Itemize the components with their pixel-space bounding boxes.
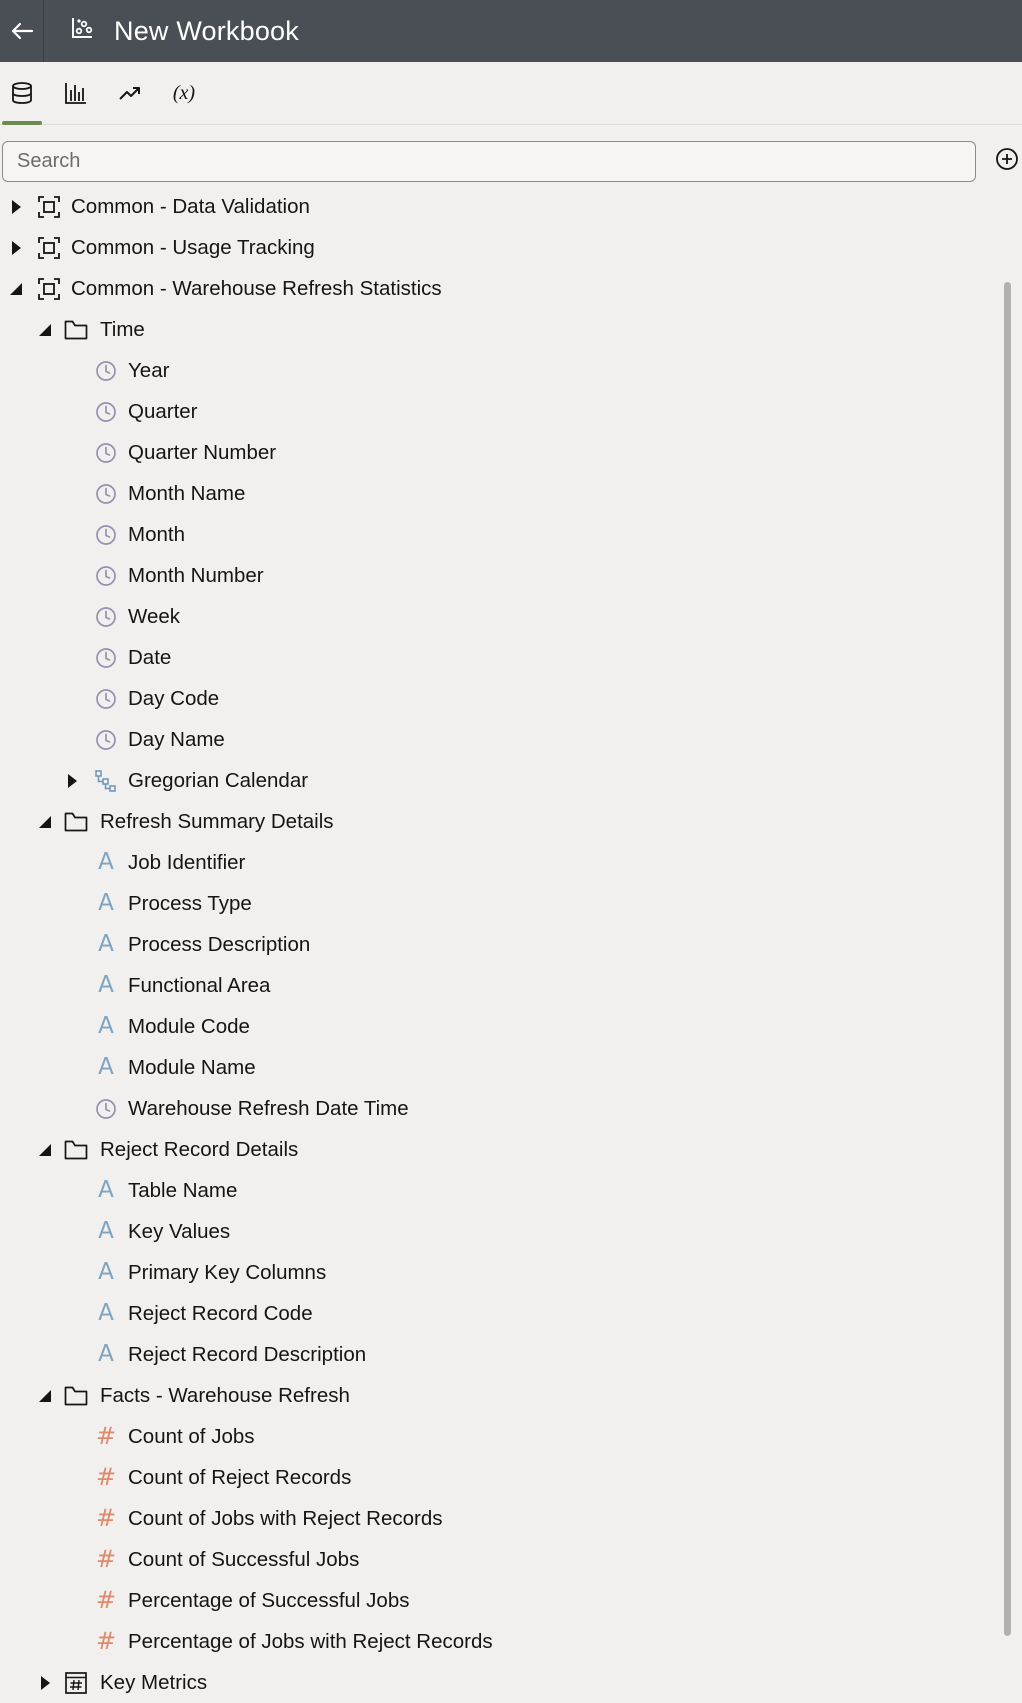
clock-icon [94, 719, 118, 760]
tree-item-column[interactable] [0, 432, 1000, 473]
tree-item-column[interactable] [0, 1580, 1000, 1621]
tree-item-folder[interactable] [0, 1662, 1000, 1703]
measure-icon: # [95, 1586, 117, 1614]
tree-item-label: Job Identifier [128, 851, 246, 874]
measure-icon: # [95, 1463, 117, 1491]
clock-icon [94, 473, 118, 514]
tree-item-label: Quarter Number [128, 441, 277, 464]
tree-item-folder[interactable] [0, 801, 1000, 842]
tree-item-label: Month [128, 523, 185, 546]
database-icon [10, 81, 34, 105]
tree-item-label: Percentage of Jobs with Reject Records [128, 1630, 493, 1653]
tree-item-column[interactable] [0, 1498, 1000, 1539]
collapse-caret-icon[interactable] [37, 309, 53, 350]
tree-item-column[interactable] [0, 1416, 1000, 1457]
arrow-left-icon [10, 21, 34, 41]
search-input[interactable] [2, 141, 976, 182]
tree-item-label: Gregorian Calendar [128, 769, 309, 792]
tree-item-subject-area[interactable] [0, 227, 1000, 268]
workbook-title: New Workbook [114, 16, 299, 46]
expand-caret-icon[interactable] [64, 760, 80, 801]
clock-icon [94, 678, 118, 719]
tree-item-column[interactable] [0, 350, 1000, 391]
tree-item-label: Table Name [128, 1179, 238, 1202]
collapse-caret-icon[interactable] [37, 1129, 53, 1170]
tree-item-label: Count of Reject Records [128, 1466, 352, 1489]
data-tree [0, 186, 1000, 1703]
tree-item-column[interactable] [0, 883, 1000, 924]
measure-icon: # [95, 1422, 117, 1450]
tree-item-label: Key Metrics [100, 1671, 208, 1694]
tree-item-column[interactable] [0, 1334, 1000, 1375]
tree-item-column[interactable] [0, 1006, 1000, 1047]
tree-item-hierarchy[interactable] [0, 760, 1000, 801]
tab-visualizations[interactable] [55, 62, 95, 124]
tree-item-label: Common - Data Validation [71, 195, 310, 218]
measure-icon: # [95, 1504, 117, 1532]
tree-item-label: Month Number [128, 564, 264, 587]
tree-item-label: Reject Record Code [128, 1302, 313, 1325]
clock-icon [94, 391, 118, 432]
clock-icon [94, 350, 118, 391]
scatter-chart-icon [70, 16, 94, 40]
tree-item-label: Percentage of Successful Jobs [128, 1589, 410, 1612]
tree-item-label: Reject Record Details [100, 1138, 299, 1161]
collapse-caret-icon[interactable] [37, 801, 53, 842]
attribute-icon: A [98, 1218, 114, 1244]
tree-item-label: Process Description [128, 933, 311, 956]
tab-analytics[interactable] [110, 62, 150, 124]
subject-area-icon [37, 227, 61, 268]
tree-item-label: Key Values [128, 1220, 231, 1243]
tree-item-label: Year [128, 359, 170, 382]
attribute-icon: A [98, 1054, 114, 1080]
bar-chart-icon [63, 81, 87, 105]
tab-calculations-label: (x) [172, 81, 196, 104]
tree-item-column[interactable] [0, 1252, 1000, 1293]
tree-item-label: Reject Record Description [128, 1343, 367, 1366]
collapse-caret-icon[interactable] [8, 268, 24, 309]
attribute-icon: A [98, 972, 114, 998]
tree-item-label: Module Code [128, 1015, 250, 1038]
tree-item-column[interactable] [0, 473, 1000, 514]
scrollbar-thumb[interactable] [1004, 282, 1011, 1636]
tree-item-label: Primary Key Columns [128, 1261, 327, 1284]
tree-item-label: Functional Area [128, 974, 271, 997]
tree-item-label: Month Name [128, 482, 246, 505]
measure-icon: # [95, 1627, 117, 1655]
folder-icon [64, 801, 88, 842]
clock-icon [94, 514, 118, 555]
expand-caret-icon[interactable] [8, 186, 24, 227]
tree-item-label: Day Code [128, 687, 220, 710]
subject-area-icon [37, 186, 61, 227]
tree-item-column[interactable] [0, 842, 1000, 883]
tree-item-label: Facts - Warehouse Refresh [100, 1384, 350, 1407]
attribute-icon: A [98, 1177, 114, 1203]
tree-item-folder[interactable] [0, 1129, 1000, 1170]
subject-area-icon [37, 268, 61, 309]
back-button[interactable] [0, 0, 44, 62]
tree-item-label: Day Name [128, 728, 225, 751]
tree-item-folder[interactable] [0, 309, 1000, 350]
folder-icon [64, 1129, 88, 1170]
expand-caret-icon[interactable] [37, 1662, 53, 1703]
attribute-icon: A [98, 849, 114, 875]
tab-calculations[interactable] [164, 62, 204, 124]
tree-item-column[interactable] [0, 391, 1000, 432]
tree-item-column[interactable] [0, 1047, 1000, 1088]
tree-item-column[interactable] [0, 555, 1000, 596]
tree-item-label: Process Type [128, 892, 252, 915]
attribute-icon: A [98, 1300, 114, 1326]
calculated-table-icon [64, 1662, 88, 1703]
tree-item-column[interactable] [0, 596, 1000, 637]
tree-item-label: Quarter [128, 400, 198, 423]
tree-item-column[interactable] [0, 637, 1000, 678]
panel-tabs [0, 62, 1022, 125]
tree-item-label: Refresh Summary Details [100, 810, 334, 833]
attribute-icon: A [98, 890, 114, 916]
tree-item-column[interactable] [0, 965, 1000, 1006]
tree-item-label: Common - Warehouse Refresh Statistics [71, 277, 442, 300]
measure-icon: # [95, 1545, 117, 1573]
tree-item-column[interactable] [0, 678, 1000, 719]
attribute-icon: A [98, 931, 114, 957]
tree-item-label: Count of Successful Jobs [128, 1548, 360, 1571]
add-data-button[interactable] [995, 147, 1019, 171]
tree-item-subject-area[interactable] [0, 268, 1000, 309]
tree-item-column[interactable] [0, 1457, 1000, 1498]
trend-icon [118, 81, 142, 105]
tree-item-column[interactable] [0, 719, 1000, 760]
tree-item-label: Time [100, 318, 145, 341]
collapse-caret-icon[interactable] [37, 1375, 53, 1416]
tree-item-label: Module Name [128, 1056, 256, 1079]
expand-caret-icon[interactable] [8, 227, 24, 268]
tree-item-label: Warehouse Refresh Date Time [128, 1097, 409, 1120]
folder-icon [64, 1375, 88, 1416]
tree-item-label: Count of Jobs [128, 1425, 255, 1448]
tree-item-label: Date [128, 646, 172, 669]
clock-icon [94, 555, 118, 596]
header-bar [0, 0, 1022, 62]
folder-icon [64, 309, 88, 350]
tree-item-column[interactable] [0, 1539, 1000, 1580]
attribute-icon: A [98, 1341, 114, 1367]
tree-item-column[interactable] [0, 924, 1000, 965]
hierarchy-icon [94, 760, 118, 801]
attribute-icon: A [98, 1013, 114, 1039]
tree-item-column[interactable] [0, 1293, 1000, 1334]
tab-data[interactable] [2, 62, 42, 124]
tree-item-column[interactable] [0, 1088, 1000, 1129]
tree-item-column[interactable] [0, 1170, 1000, 1211]
tree-item-column[interactable] [0, 514, 1000, 555]
attribute-icon: A [98, 1259, 114, 1285]
tree-item-column[interactable] [0, 1621, 1000, 1662]
clock-icon [94, 637, 118, 678]
tree-item-label: Week [128, 605, 181, 628]
tree-item-label: Count of Jobs with Reject Records [128, 1507, 443, 1530]
tree-item-label: Common - Usage Tracking [71, 236, 315, 259]
tree-item-column[interactable] [0, 1211, 1000, 1252]
clock-icon [94, 432, 118, 473]
clock-icon [94, 596, 118, 637]
tree-item-folder[interactable] [0, 1375, 1000, 1416]
clock-icon [94, 1088, 118, 1129]
tree-item-subject-area[interactable] [0, 186, 1000, 227]
